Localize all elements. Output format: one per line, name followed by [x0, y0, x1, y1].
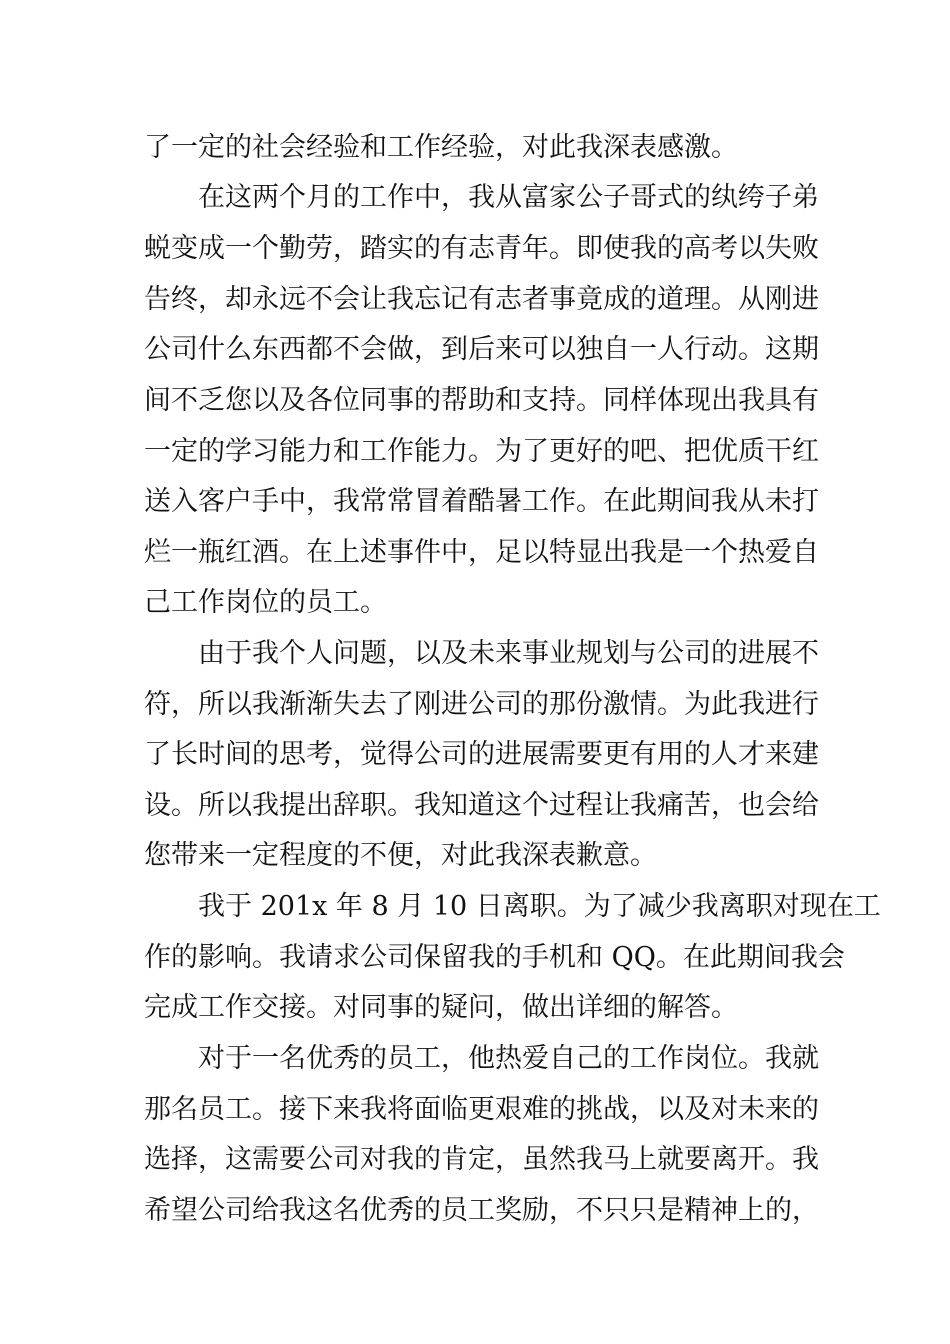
text-line: 告终，却永远不会让我忘记有志者事竟成的道理。从刚进 [144, 284, 819, 315]
text-line: 完成工作交接。对同事的疑问，做出详细的解答。 [144, 992, 738, 1023]
text-line: 您带来一定程度的不便，对此我深表歉意。 [144, 840, 657, 871]
text-line: 了一定的社会经验和工作经验，对此我深表感激。 [144, 132, 738, 163]
text-line: 设。所以我提出辞职。我知道这个过程让我痛苦，也会给 [144, 790, 819, 821]
paragraph-first-line: 在这两个月的工作中，我从富家公子哥式的纨绔子弟 [198, 182, 819, 213]
paragraph-first-line: 我于 201x 年 8 月 10 日离职。为了减少我离职对现在工 [198, 891, 881, 922]
text-line: 作的影响。我请求公司保留我的手机和 QQ。在此期间我会 [144, 942, 845, 973]
paragraph-first-line: 对于一名优秀的员工，他热爱自己的工作岗位。我就 [198, 1043, 819, 1074]
text-line: 选择，这需要公司对我的肯定，虽然我马上就要离开。我 [144, 1144, 819, 1175]
text-line: 希望公司给我这名优秀的员工奖励，不只只是精神上的， [144, 1195, 819, 1226]
text-line: 送入客户手中，我常常冒着酷暑工作。在此期间我从未打 [144, 486, 819, 517]
text-line: 蜕变成一个勤劳，踏实的有志青年。即使我的高考以失败 [144, 233, 819, 264]
text-line: 了长时间的思考，觉得公司的进展需要更有用的人才来建 [144, 739, 819, 770]
text-line: 符，所以我渐渐失去了刚进公司的那份激情。为此我进行 [144, 689, 819, 720]
text-line: 烂一瓶红酒。在上述事件中，足以特显出我是一个热爱自 [144, 537, 819, 568]
paragraph-first-line: 由于我个人问题，以及未来事业规划与公司的进展不 [198, 638, 819, 669]
text-line: 公司什么东西都不会做，到后来可以独自一人行动。这期 [144, 334, 819, 365]
text-line: 间不乏您以及各位同事的帮助和支持。同样体现出我具有 [144, 385, 819, 416]
text-line: 那名员工。接下来我将面临更艰难的挑战，以及对未来的 [144, 1094, 819, 1125]
text-line: 己工作岗位的员工。 [144, 587, 387, 618]
text-line: 一定的学习能力和工作能力。为了更好的吧、把优质干红 [144, 436, 819, 467]
